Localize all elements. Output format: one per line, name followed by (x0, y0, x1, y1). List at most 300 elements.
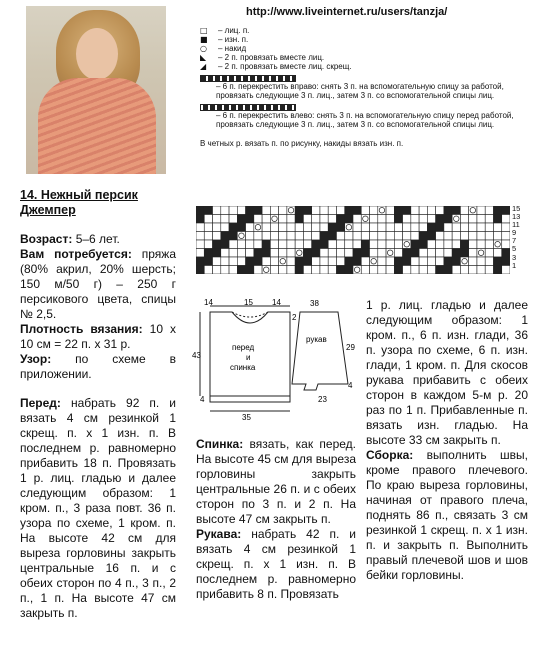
chart-cell (262, 232, 270, 241)
chart-cell (196, 249, 204, 258)
chart-cell (295, 206, 303, 215)
chart-cell (336, 232, 344, 241)
pattern-paragraph: Узор: по схеме в приложении. (20, 352, 176, 381)
chart-cell (221, 223, 229, 232)
chart-cell (378, 257, 386, 266)
chart-cell (502, 215, 510, 224)
chart-cell (419, 223, 427, 232)
chart-cell (246, 266, 254, 275)
chart-cell (320, 232, 328, 241)
yarn-over-symbol-icon: ○ (200, 44, 207, 53)
chart-cell (262, 249, 270, 258)
chart-cell (386, 257, 394, 266)
chart-cell (361, 223, 369, 232)
chart-cell (312, 232, 320, 241)
chart-cell (493, 232, 501, 241)
dim-35: 35 (242, 413, 251, 422)
knit-symbol-icon: □ (200, 26, 208, 35)
chart-cell (320, 266, 328, 275)
sleeve-label: рукав (306, 335, 327, 344)
chart-cell (460, 232, 468, 241)
chart-cell (336, 249, 344, 258)
chart-cell (287, 249, 295, 258)
chart-cell (287, 215, 295, 224)
knitting-chart (196, 206, 510, 274)
chart-cell (386, 206, 394, 215)
chart-cell (229, 257, 237, 266)
chart-cell (295, 223, 303, 232)
chart-cell (312, 215, 320, 224)
chart-cell (419, 266, 427, 275)
chart-cell (320, 223, 328, 232)
chart-cell (477, 223, 485, 232)
chart-cell (502, 240, 510, 249)
cable-right-symbol-icon (200, 75, 296, 82)
chart-cell (287, 266, 295, 275)
chart-cell (196, 266, 204, 275)
chart-cell (303, 249, 311, 258)
chart-cell (221, 266, 229, 275)
chart-cell (221, 240, 229, 249)
chart-cell (378, 266, 386, 275)
chart-cell (270, 206, 278, 215)
chart-cell (411, 223, 419, 232)
dim-14-left: 14 (204, 298, 213, 307)
chart-cell (336, 215, 344, 224)
chart-cell (452, 223, 460, 232)
chart-cell (221, 206, 229, 215)
chart-cell (303, 266, 311, 275)
chart-cell (279, 215, 287, 224)
right-text-column (366, 298, 528, 583)
chart-cell (204, 266, 212, 275)
chart-cell (196, 206, 204, 215)
chart-cell (320, 240, 328, 249)
chart-cell (403, 249, 411, 258)
chart-cell (270, 232, 278, 241)
chart-cell (328, 249, 336, 258)
chart-cell (345, 240, 353, 249)
chart-cell (361, 249, 369, 258)
chart-cell (270, 266, 278, 275)
dim-23: 23 (318, 395, 327, 404)
chart-cell (411, 206, 419, 215)
chart-cell (477, 215, 485, 224)
chart-cell (460, 215, 468, 224)
chart-cell (469, 249, 477, 258)
chart-cell (229, 223, 237, 232)
chart-cell (386, 232, 394, 241)
pattern-title: 14. Нежный персик (20, 188, 138, 202)
k2tog-tbl-symbol-icon: ◢ (200, 62, 207, 71)
chart-cell (386, 223, 394, 232)
chart-cell (213, 215, 221, 224)
chart-cell (328, 206, 336, 215)
chart-cell (370, 215, 378, 224)
chart-cell (320, 249, 328, 258)
chart-cell (229, 249, 237, 258)
chart-cell (303, 215, 311, 224)
main-text-column (20, 188, 176, 621)
chart-cell (221, 232, 229, 241)
chart-cell (254, 232, 262, 241)
chart-cell (204, 249, 212, 258)
chart-cell (477, 206, 485, 215)
chart-cell (204, 215, 212, 224)
chart-cell (270, 249, 278, 258)
chart-cell (419, 249, 427, 258)
chart-cell (270, 257, 278, 266)
chart-cell (353, 223, 361, 232)
chart-cell (403, 215, 411, 224)
chart-cell (469, 240, 477, 249)
chart-cell (485, 206, 493, 215)
chart-cell (444, 223, 452, 232)
chart-cell (237, 240, 245, 249)
front-label-1: перед (232, 343, 255, 352)
chart-cell (378, 215, 386, 224)
chart-cell (328, 232, 336, 241)
source-url[interactable]: http://www.liveinternet.ru/users/tanzja/ (246, 6, 448, 18)
chart-cell (279, 206, 287, 215)
chart-cell (213, 206, 221, 215)
chart-cell (336, 206, 344, 215)
chart-cell (320, 206, 328, 215)
middle-text-column (196, 437, 356, 602)
chart-cell (246, 232, 254, 241)
chart-cell (427, 240, 435, 249)
chart-cell (353, 240, 361, 249)
chart-cell (204, 206, 212, 215)
chart-cell (394, 215, 402, 224)
chart-cell (213, 266, 221, 275)
chart-cell (336, 240, 344, 249)
back-paragraph: Спинка: вязать, как перед. На высоте 45 см для выреза горловины закрыть центральные 26 п. и с обеих сторон по 3 п. и 2 п. На высоте 47 см закрыть п. (196, 437, 356, 526)
age-paragraph: Возраст: 5–6 лет. (20, 232, 120, 246)
chart-cell (378, 223, 386, 232)
chart-cell (303, 206, 311, 215)
chart-cell (460, 206, 468, 215)
dim-14-right: 14 (272, 298, 281, 307)
dim-43: 43 (192, 351, 201, 360)
chart-cell (502, 232, 510, 241)
chart-cell (370, 232, 378, 241)
chart-cell (221, 257, 229, 266)
cable-left-symbol-icon (200, 104, 296, 111)
girl-photo (26, 6, 166, 174)
chart-cell (452, 266, 460, 275)
dim-2: 2 (292, 313, 297, 322)
chart-cell (204, 240, 212, 249)
chart-cell (444, 232, 452, 241)
chart-cell (411, 257, 419, 266)
chart-cell (279, 232, 287, 241)
chart-cell (213, 257, 221, 266)
chart-cell (345, 232, 353, 241)
chart-cell (312, 257, 320, 266)
chart-cell (254, 206, 262, 215)
chart-cell (370, 240, 378, 249)
chart-cell (485, 249, 493, 258)
chart-cell (312, 240, 320, 249)
chart-cell (229, 240, 237, 249)
purl-symbol-icon: ■ (200, 35, 208, 44)
chart-cell (237, 215, 245, 224)
chart-cell (361, 257, 369, 266)
chart-cell (254, 240, 262, 249)
chart-cell (427, 266, 435, 275)
chart-cell (353, 257, 361, 266)
chart-cell (328, 223, 336, 232)
chart-cell (312, 266, 320, 275)
chart-cell (328, 215, 336, 224)
chart-cell (237, 223, 245, 232)
chart-cell (213, 240, 221, 249)
chart-cell (403, 206, 411, 215)
chart-cell (328, 266, 336, 275)
chart-cell (312, 223, 320, 232)
chart-cell (403, 232, 411, 241)
chart-cell (452, 249, 460, 258)
chart-cell (502, 249, 510, 258)
chart-cell (295, 232, 303, 241)
chart-cell (196, 240, 204, 249)
chart-cell (444, 240, 452, 249)
chart-row-numbers: 15 13 11 9 7 5 3 1 (512, 204, 521, 270)
chart-cell (460, 249, 468, 258)
chart-cell (262, 240, 270, 249)
chart-cell (444, 266, 452, 275)
chart-cell (254, 249, 262, 258)
chart-cell (262, 215, 270, 224)
chart-cell (436, 257, 444, 266)
chart-cell (229, 232, 237, 241)
chart-cell (345, 266, 353, 275)
chart-cell (361, 232, 369, 241)
chart-cell (502, 223, 510, 232)
chart-cell (427, 232, 435, 241)
chart-cell (312, 206, 320, 215)
chart-cell (386, 215, 394, 224)
chart-cell (353, 249, 361, 258)
chart-cell (237, 206, 245, 215)
chart-cell (444, 215, 452, 224)
chart-cell (485, 240, 493, 249)
chart-cell (336, 223, 344, 232)
dim-4: 4 (200, 395, 205, 404)
chart-cell (204, 257, 212, 266)
front-paragraph: Перед: набрать 92 п. и вязать 4 см резинкой 1 скрещ. п. х 1 изн. п. В последнем р. равномерно прибавить 18 п. Провязать 1 р. лиц. гладью и далее следующим образом: 1 кром. п., 3 раза повт. 36 п. узора по схеме, 1 кром. п. На высоте 42 см для выреза горловины закрыть центральные 16 п. и с обеих сторон по 4 п., 3 п., 2 п., 1 п. На высоте 47 см закрыть п. (20, 396, 176, 620)
chart-cell (254, 266, 262, 275)
chart-cell (469, 232, 477, 241)
chart-cell (378, 232, 386, 241)
chart-cell (493, 249, 501, 258)
chart-cell (237, 249, 245, 258)
sleeve-continued-paragraph: 1 р. лиц. гладью и далее следующим образом: 1 кром. п., 6 п. изн. глади, 36 п. узора по схеме, 6 п. изн. глади, 1 кром. п. Для скосов рукава прибавить с обеих сторон в каждом 5-м р. 20 раз по 1 п. Прибавленные п. вязать изн. гладью. На высоте 33 см закрыть п. (366, 298, 528, 447)
dim-15: 15 (244, 298, 253, 307)
chart-cell (204, 232, 212, 241)
chart-cell (419, 257, 427, 266)
front-label-3: спинка (230, 363, 256, 372)
chart-cell (361, 206, 369, 215)
chart-cell (436, 232, 444, 241)
chart-cell (353, 232, 361, 241)
chart-cell (502, 266, 510, 275)
chart-cell (427, 257, 435, 266)
chart-cell (303, 240, 311, 249)
pattern-subtitle: Джемпер (20, 203, 76, 217)
chart-cell (460, 223, 468, 232)
chart-cell (295, 240, 303, 249)
chart-cell (221, 215, 229, 224)
chart-cell (361, 266, 369, 275)
chart-cell (394, 257, 402, 266)
chart-cell (262, 257, 270, 266)
chart-cell (452, 232, 460, 241)
chart-cell (436, 215, 444, 224)
chart-cell (419, 206, 427, 215)
chart-cell (444, 249, 452, 258)
chart-cell (493, 206, 501, 215)
chart-cell (411, 240, 419, 249)
chart-cell (345, 249, 353, 258)
chart-cell (403, 257, 411, 266)
chart-cell (213, 223, 221, 232)
chart-cell (246, 223, 254, 232)
chart-cell (246, 206, 254, 215)
chart-cell (485, 215, 493, 224)
chart-cell (411, 232, 419, 241)
chart-cell (229, 206, 237, 215)
chart-cell (419, 232, 427, 241)
chart-cell (345, 215, 353, 224)
chart-cell (370, 266, 378, 275)
chart-cell (477, 266, 485, 275)
chart-cell (204, 223, 212, 232)
chart-cell (477, 232, 485, 241)
chart-cell (411, 266, 419, 275)
materials-paragraph: Вам потребуется: пряжа (80% акрил, 20% шерсть; 150 м/50 г) – 250 г персикового цвета, спицы № 2,5. (20, 247, 176, 321)
chart-cell (493, 215, 501, 224)
chart-cell (436, 249, 444, 258)
chart-cell (419, 215, 427, 224)
chart-cell (254, 257, 262, 266)
chart-cell (493, 266, 501, 275)
chart-cell (394, 232, 402, 241)
chart-cell (237, 266, 245, 275)
chart-cell (320, 215, 328, 224)
chart-cell (361, 240, 369, 249)
chart-cell (394, 206, 402, 215)
chart-cell (378, 249, 386, 258)
chart-cell (403, 266, 411, 275)
chart-cell (419, 240, 427, 249)
chart-cell (436, 223, 444, 232)
chart-cell (262, 206, 270, 215)
chart-cell (370, 249, 378, 258)
chart-cell (336, 266, 344, 275)
chart-cell (427, 223, 435, 232)
chart-cell (394, 223, 402, 232)
chart-cell (353, 215, 361, 224)
chart-cell (229, 215, 237, 224)
chart-cell (386, 240, 394, 249)
dim-sleeve-4: 4 (348, 381, 353, 390)
chart-cell (394, 249, 402, 258)
chart-cell (279, 249, 287, 258)
chart-cell (436, 206, 444, 215)
chart-cell (246, 215, 254, 224)
chart-cell (469, 266, 477, 275)
chart-cell (370, 223, 378, 232)
chart-cell (394, 240, 402, 249)
chart-cell (345, 257, 353, 266)
chart-cell (460, 266, 468, 275)
chart-cell (295, 257, 303, 266)
chart-cell (452, 240, 460, 249)
front-label-2: и (246, 353, 251, 362)
chart-cell (345, 206, 353, 215)
chart-cell (196, 232, 204, 241)
chart-cell (502, 257, 510, 266)
chart-cell (279, 223, 287, 232)
chart-cell (270, 223, 278, 232)
chart-cell (287, 240, 295, 249)
chart-cell (427, 206, 435, 215)
chart-cell (262, 223, 270, 232)
chart-cell (477, 257, 485, 266)
chart-cell (502, 206, 510, 215)
chart-cell (370, 206, 378, 215)
chart-cell (353, 206, 361, 215)
chart-cell (312, 249, 320, 258)
chart-cell (287, 223, 295, 232)
dim-29: 29 (346, 343, 355, 352)
chart-cell (436, 240, 444, 249)
chart-cell (295, 266, 303, 275)
chart-cell (452, 257, 460, 266)
chart-cell (303, 223, 311, 232)
chart-cell (394, 266, 402, 275)
chart-cell (213, 232, 221, 241)
k2tog-symbol-icon: ◣ (200, 53, 207, 62)
dim-38: 38 (310, 299, 319, 308)
chart-cell (444, 257, 452, 266)
chart-cell (213, 249, 221, 258)
chart-cell (469, 215, 477, 224)
symbol-legend: □ – лиц. п. ■ – изн. п. ○ – накид ◣ – 2 п. провязать вместе лиц. ◢ – 2 п. провязать вместе лиц. скрещ. – 6 п. перекрестить вправо: снять 3 п. на вспомогательную спицу за работой, провязать следующие 3 п. лиц., затем 3 п. со вспомогательной спицы лиц. – 6 п. перекрестить влево: снять 3 п. на вспомогательную спицу перед работой, провязать следующие 3 п. лиц., затем 3 п. со вспомогательной спицы лиц. В четных р. вязать п. по рисунку, накиды вязать изн. п. (200, 26, 514, 148)
chart-cell (469, 257, 477, 266)
chart-cell (485, 223, 493, 232)
chart-cell (254, 215, 262, 224)
chart-cell (270, 240, 278, 249)
chart-cell (328, 240, 336, 249)
chart-cell (485, 232, 493, 241)
chart-cell (336, 257, 344, 266)
chart-cell (460, 240, 468, 249)
chart-cell (196, 223, 204, 232)
chart-cell (469, 223, 477, 232)
sleeve-paragraph: Рукава: набрать 42 п. и вязать 4 см резинкой 1 скрещ. п. х 1 изн. п. В последнем р. равномерно прибавить 8 п. Провязать (196, 527, 356, 601)
chart-cell (328, 257, 336, 266)
chart-cell (279, 240, 287, 249)
assembly-paragraph: Сборка: выполнить швы, кроме правого плечевого. По краю выреза горловины, начиная от правого плеча, поднять 86 п., связать 3 см резинкой 1 скрещ. п. х 1 изн. п. и закрыть п. Выполнить правый плечевой шов и шов бейки горловины. (366, 448, 528, 582)
chart-cell (303, 232, 311, 241)
chart-cell (246, 257, 254, 266)
chart-cell (403, 223, 411, 232)
schematic-diagram (192, 298, 362, 428)
chart-cell (246, 249, 254, 258)
